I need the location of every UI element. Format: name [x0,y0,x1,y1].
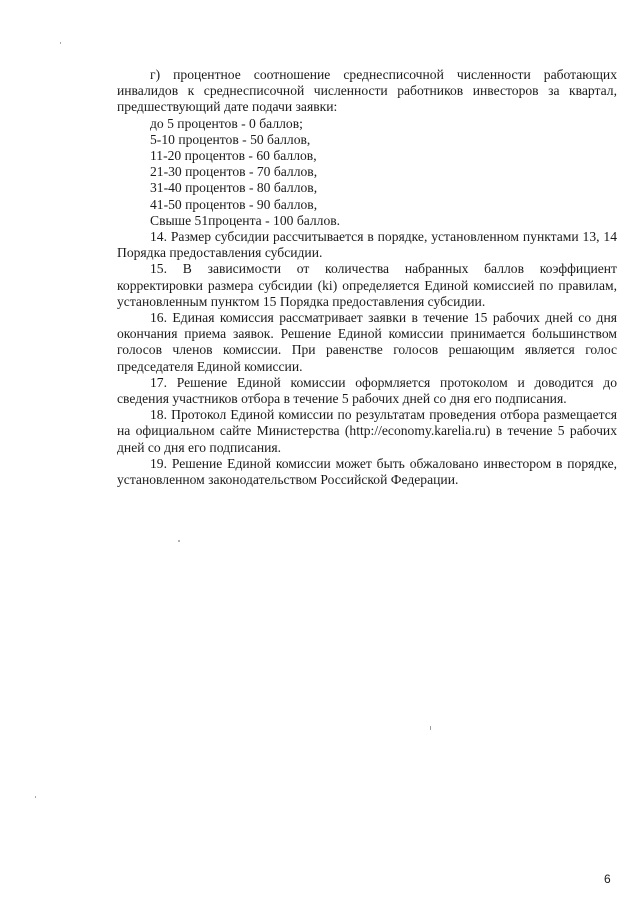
scan-speck [178,540,180,542]
paragraph-18: 18. Протокол Единой комиссии по результатам проведения отбора размещается на официальном сайте Министерства (http://economy.karelia.ru) в течение 5 рабочих дней со дня его подписания. [117,407,617,455]
scale-item: Свыше 51процента - 100 баллов. [150,212,341,228]
scan-speck [430,726,431,730]
scale-item: 41-50 процентов - 90 баллов, [150,196,318,212]
paragraph-16: 16. Единая комиссия рассматривает заявки в течение 15 рабочих дней со дня окончания приема заявок. Решение Единой комиссии принимается большинством голосов членов комиссии. При равенстве голосов решающим является голос председателя Единой комиссии. [117,310,617,374]
paragraph-17: 17. Решение Единой комиссии оформляется протоколом и доводится до сведения участников отбора в течение 5 рабочих дней со дня его подписания. [117,374,617,407]
intro-paragraph: г) процентное соотношение среднесписочной численности работающих инвалидов к среднесписочной численности работников инвесторов за квартал, предшествующий дате подачи заявки: [117,67,617,115]
scan-speck [60,42,61,44]
page-number: 6 [604,872,611,886]
scale-item: 11-20 процентов - 60 баллов, [150,148,317,164]
paragraph-14: 14. Размер субсидии рассчитывается в порядке, установленном пунктами 13, 14 Порядка предоставления субсидии. [117,229,617,261]
scan-speck [35,796,36,798]
document-body [117,67,617,488]
paragraph-15: 15. В зависимости от количества набранных баллов коэффициент корректировки размера субсидии (ki) определяется Единой комиссией по правилам, установленным пунктом 15 Порядка предоставления субсидии. [117,261,617,309]
scale-item: 21-30 процентов - 70 баллов, [150,164,318,180]
points-scale-list [117,116,617,229]
scale-item: до 5 процентов - 0 баллов; [150,115,303,131]
scale-item: 5-10 процентов - 50 баллов, [150,131,311,147]
paragraph-19: 19. Решение Единой комиссии может быть обжаловано инвестором в порядке, установленном законодательством Российской Федерации. [117,455,617,488]
scale-item: 31-40 процентов - 80 баллов, [150,180,318,196]
